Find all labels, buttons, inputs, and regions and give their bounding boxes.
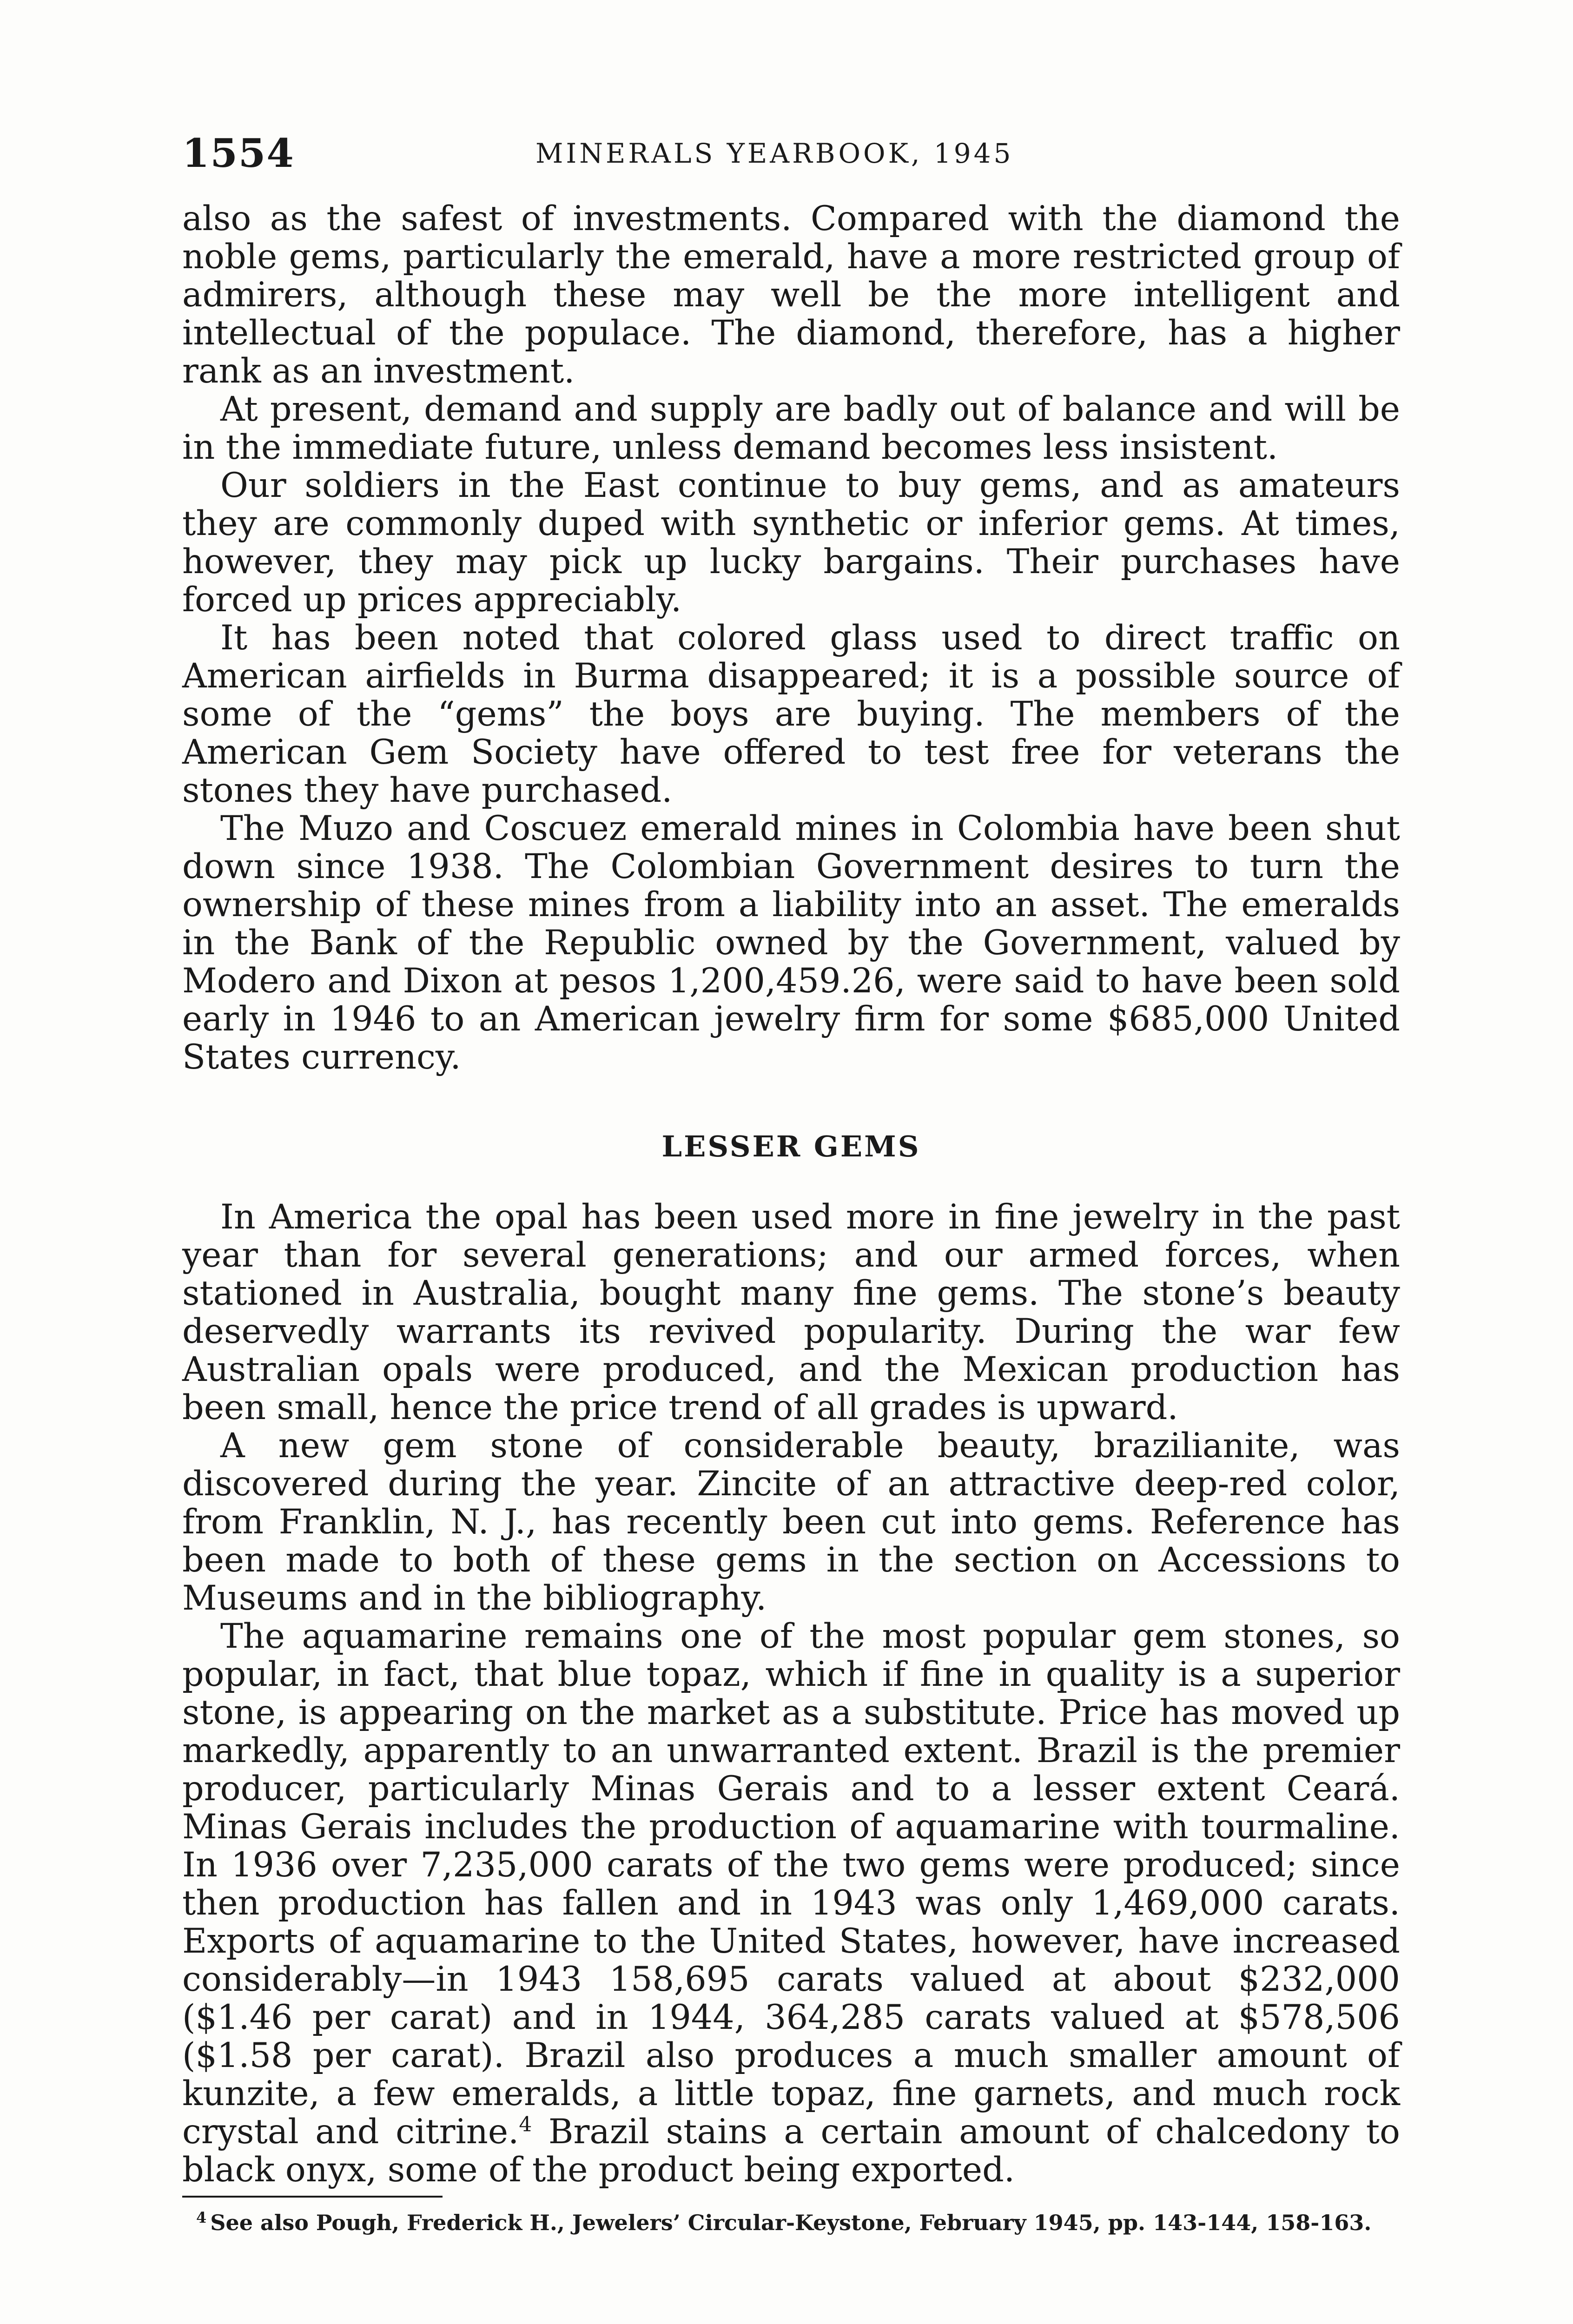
- page-header: [182, 130, 1400, 181]
- section-heading-lesser-gems: LESSER GEMS: [661, 1129, 921, 1163]
- paragraph-colored-glass: It has been noted that colored glass used to direct traffic on American airfields in Burma disappeared; it is a possible source of some of the “gems” the boys are buying. The members of the American Gem Society have offered to test free for veterans the stones they have purchased.: [182, 618, 1400, 810]
- footnote-reference: 4: [519, 2113, 532, 2137]
- paragraph-emerald-mines: The Muzo and Coscuez emerald mines in Colombia have been shut down since 1938. The Colombian Government desires to turn the ownership of these mines from a liability into an asset. The emeralds in the Bank of the Republic owned by the Government, valued by Modero and Dixon at pesos 1,200,459.26, were said to have been sold early in 1946 to an American jewelry firm for some $685,000 United States currency.: [182, 809, 1400, 1077]
- aquamarine-text: The aquamarine remains one of the most popular gem stones, so popular, in fact, that blue topaz, which if fine in quality is a superior stone, is appearing on the market as a substitute. Price has moved up markedly, apparently to an unwarranted extent. Brazil is the premier producer, particularly Minas Gerais and to a lesser extent Ceará. Minas Gerais includes the production of aquamarine with tourmaline. In 1936 over 7,235,000 carats of the two gems were produced; since then production has fallen and in 1943 was only 1,469,000 carats. Exports of aquamarine to the United States, however, have increased considerably—in 1943 158,695 carats valued at about $232,000 ($1.46 per carat) and in 1944, 364,285 carats valued at $578,506 ($1.58 per carat). Brazil also produces a much smaller amount of kunzite, a few emeralds, a little topaz, fine garnets, and much rock crystal and citrine.: [182, 1617, 1400, 2152]
- footnote-mark: 4: [196, 2208, 207, 2226]
- footnote: [182, 2210, 1400, 2236]
- footnote-text: See also Pough, Frederick H., Jewelers’ Circular-Keystone, February 1945, pp. 143-144, 158-163.: [210, 2210, 1372, 2235]
- paragraph-demand-supply: At present, demand and supply are badly out of balance and will be in the immediate future, unless demand becomes less insistent.: [182, 390, 1400, 467]
- paragraph-investments: also as the safest of investments. Compared with the diamond the noble gems, particularly the emerald, have a more restricted group of admirers, although these may well be the more intelligent and intellectual of the populace. The diamond, therefore, has a higher rank as an investment.: [182, 199, 1400, 391]
- paragraph-brazilianite: A new gem stone of considerable beauty, brazilianite, was discovered during the year. Zincite of an attractive deep-red color, from Franklin, N. J., has recently been cut into gems. Reference has been made to both of these gems in the section on Accessions to Museums and in the bibliography.: [182, 1426, 1400, 1618]
- paragraph-aquamarine: [182, 1618, 1400, 2189]
- aquamarine-text-tail: Brazil stains a certain amount of chalcedony to black onyx, some of the product being exported.: [182, 2112, 1400, 2190]
- footnote-divider: [182, 2196, 443, 2198]
- paragraph-soldiers: Our soldiers in the East continue to buy gems, and as amateurs they are commonly duped with synthetic or inferior gems. At times, however, they may pick up lucky bargains. Their purchases have forced up prices appreciably.: [182, 466, 1400, 620]
- page-number: 1554: [182, 130, 295, 176]
- running-title: MINERALS YEARBOOK, 1945: [535, 138, 1014, 169]
- paragraph-opal: In America the opal has been used more in fine jewelry in the past year than for several generations; and our armed forces, when stationed in Australia, bought many fine gems. The stone’s beauty deservedly warrants its revived popularity. During the war few Australian opals were produced, and the Mexican production has been small, hence the price trend of all grades is upward.: [182, 1197, 1400, 1427]
- body-text: [182, 200, 1400, 2236]
